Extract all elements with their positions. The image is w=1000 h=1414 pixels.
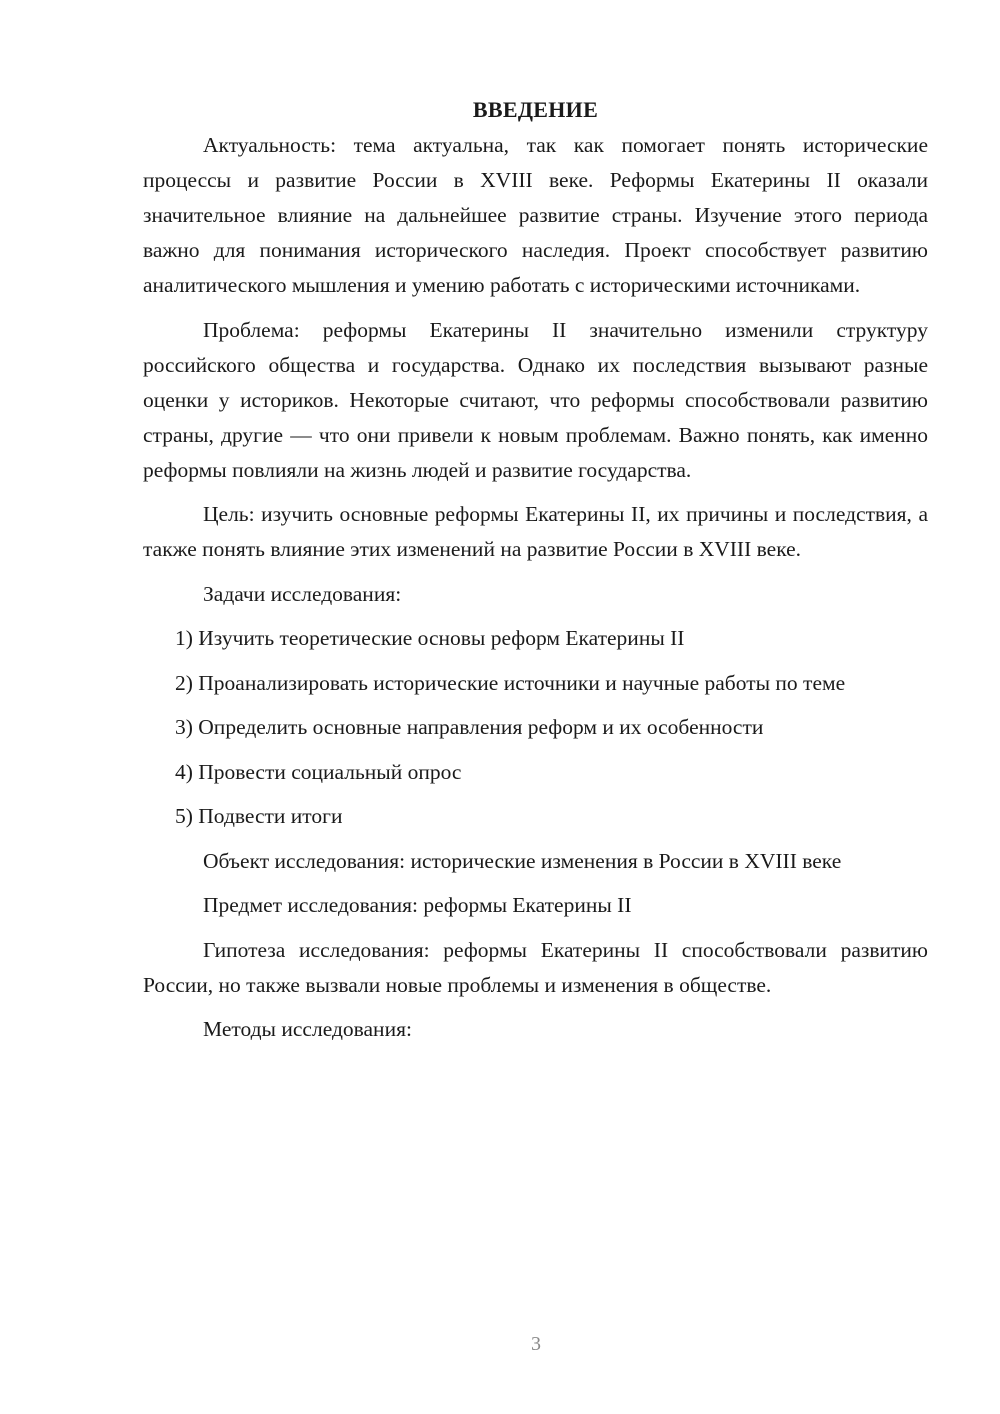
paragraph-relevance: Актуальность: тема актуальна, так как помогает понять исторические процессы и развитие России в XVIII веке. Реформы Екатерины II оказали значительное влияние на дальнейшее развитие страны. Изучение этого периода важно для понимания исторического наследия. Проект способствует развитию аналитического мышления и умению работать с историческими источниками. bbox=[143, 133, 928, 297]
methods-heading: Методы исследования: bbox=[203, 1017, 412, 1041]
paragraph-hypothesis: Гипотеза исследования: реформы Екатерины II способствовали развитию России, но также вызвали новые проблемы и изменения в обществе. bbox=[143, 937, 928, 997]
list-item-task-4: 4) Провести социальный опрос bbox=[175, 759, 462, 784]
document-page bbox=[143, 92, 928, 1057]
page-title: ВВЕДЕНИЕ bbox=[472, 97, 599, 122]
list-item-task-5: 5) Подвести итоги bbox=[175, 804, 343, 828]
list-item-task-3: 3) Определить основные направления реформ и их особенности bbox=[175, 715, 764, 739]
page-number: 3 bbox=[531, 1333, 541, 1355]
paragraph-subject: Предмет исследования: реформы Екатерины II bbox=[203, 893, 632, 917]
paragraph-problem: Проблема: реформы Екатерины II значительно изменили структуру российского общества и государства. Однако их последствия вызывают разные оценки у историков. Некоторые считают, что реформы способствовали развитию страны, другие — что они привели к новым проблемам. Важно понять, как именно реформы повлияли на жизнь людей и развитие государства. bbox=[143, 317, 928, 482]
list-item-task-1: 1) Изучить теоретические основы реформ Екатерины II bbox=[175, 626, 685, 650]
paragraph-goal: Цель: изучить основные реформы Екатерины II, их причины и последствия, а также понять влияние этих изменений на развитие России в XVIII веке. bbox=[143, 502, 928, 561]
paragraph-object: Объект исследования: исторические изменения в России в XVIII веке bbox=[203, 848, 842, 873]
tasks-heading: Задачи исследования: bbox=[203, 581, 402, 606]
list-item-task-2: 2) Проанализировать исторические источники и научные работы по теме bbox=[175, 670, 846, 695]
